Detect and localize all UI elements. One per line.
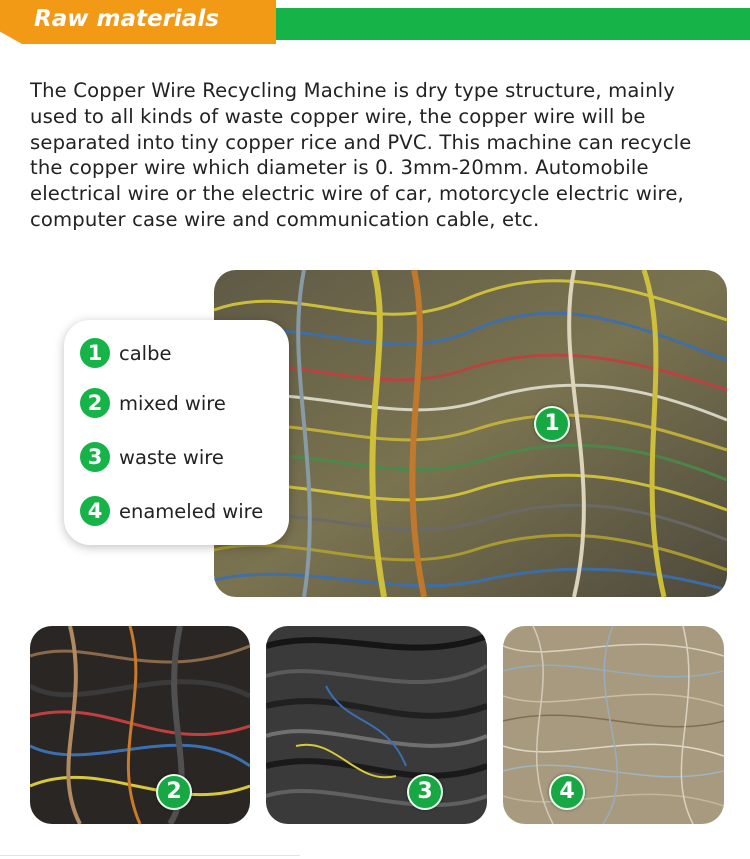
enameled-wire-photo bbox=[503, 626, 724, 824]
section-header bbox=[0, 0, 750, 44]
intro-line: computer case wire and communication cable, etc. bbox=[30, 207, 540, 231]
legend-item bbox=[80, 496, 263, 526]
legend-label: enameled wire bbox=[119, 499, 264, 523]
photo-number-badge: 3 bbox=[407, 774, 443, 810]
section-title: Raw materials bbox=[34, 6, 219, 32]
waste-wire-photo bbox=[266, 626, 487, 824]
legend-label: waste wire bbox=[119, 445, 224, 469]
legend-number: 3 bbox=[80, 442, 110, 472]
legend-item bbox=[80, 388, 226, 418]
mixed-wire-photo bbox=[30, 626, 250, 824]
legend-number: 2 bbox=[80, 388, 110, 418]
intro-line: The Copper Wire Recycling Machine is dry type structure, mainly bbox=[30, 79, 676, 102]
legend-number: 1 bbox=[80, 338, 110, 368]
intro-line: separated into tiny copper rice and PVC. This machine can recycle bbox=[30, 130, 692, 154]
intro-paragraph bbox=[30, 78, 730, 233]
legend-number: 4 bbox=[80, 496, 110, 526]
intro-line: the copper wire which diameter is 0. 3mm-20mm. Automobile bbox=[30, 156, 649, 180]
divider bbox=[0, 855, 300, 856]
waste-wire-illustration bbox=[266, 626, 487, 824]
legend-item bbox=[80, 338, 171, 368]
legend-label: mixed wire bbox=[119, 391, 226, 415]
legend-card bbox=[64, 320, 289, 545]
intro-line: electrical wire or the electric wire of car, motorcycle electric wire, bbox=[30, 182, 684, 206]
cable-photo bbox=[214, 270, 727, 597]
legend-item bbox=[80, 442, 224, 472]
intro-line: used to all kinds of waste copper wire, the copper wire will be bbox=[30, 104, 646, 128]
photo-number-badge: 2 bbox=[156, 774, 192, 810]
photo-number-badge: 4 bbox=[549, 774, 585, 810]
legend-label: calbe bbox=[119, 341, 172, 365]
wire-bundle-illustration bbox=[214, 270, 727, 597]
photo-number-badge: 1 bbox=[534, 406, 570, 442]
enameled-wire-illustration bbox=[503, 626, 724, 824]
mixed-wire-illustration bbox=[30, 626, 250, 824]
header-green-bar bbox=[200, 8, 750, 40]
